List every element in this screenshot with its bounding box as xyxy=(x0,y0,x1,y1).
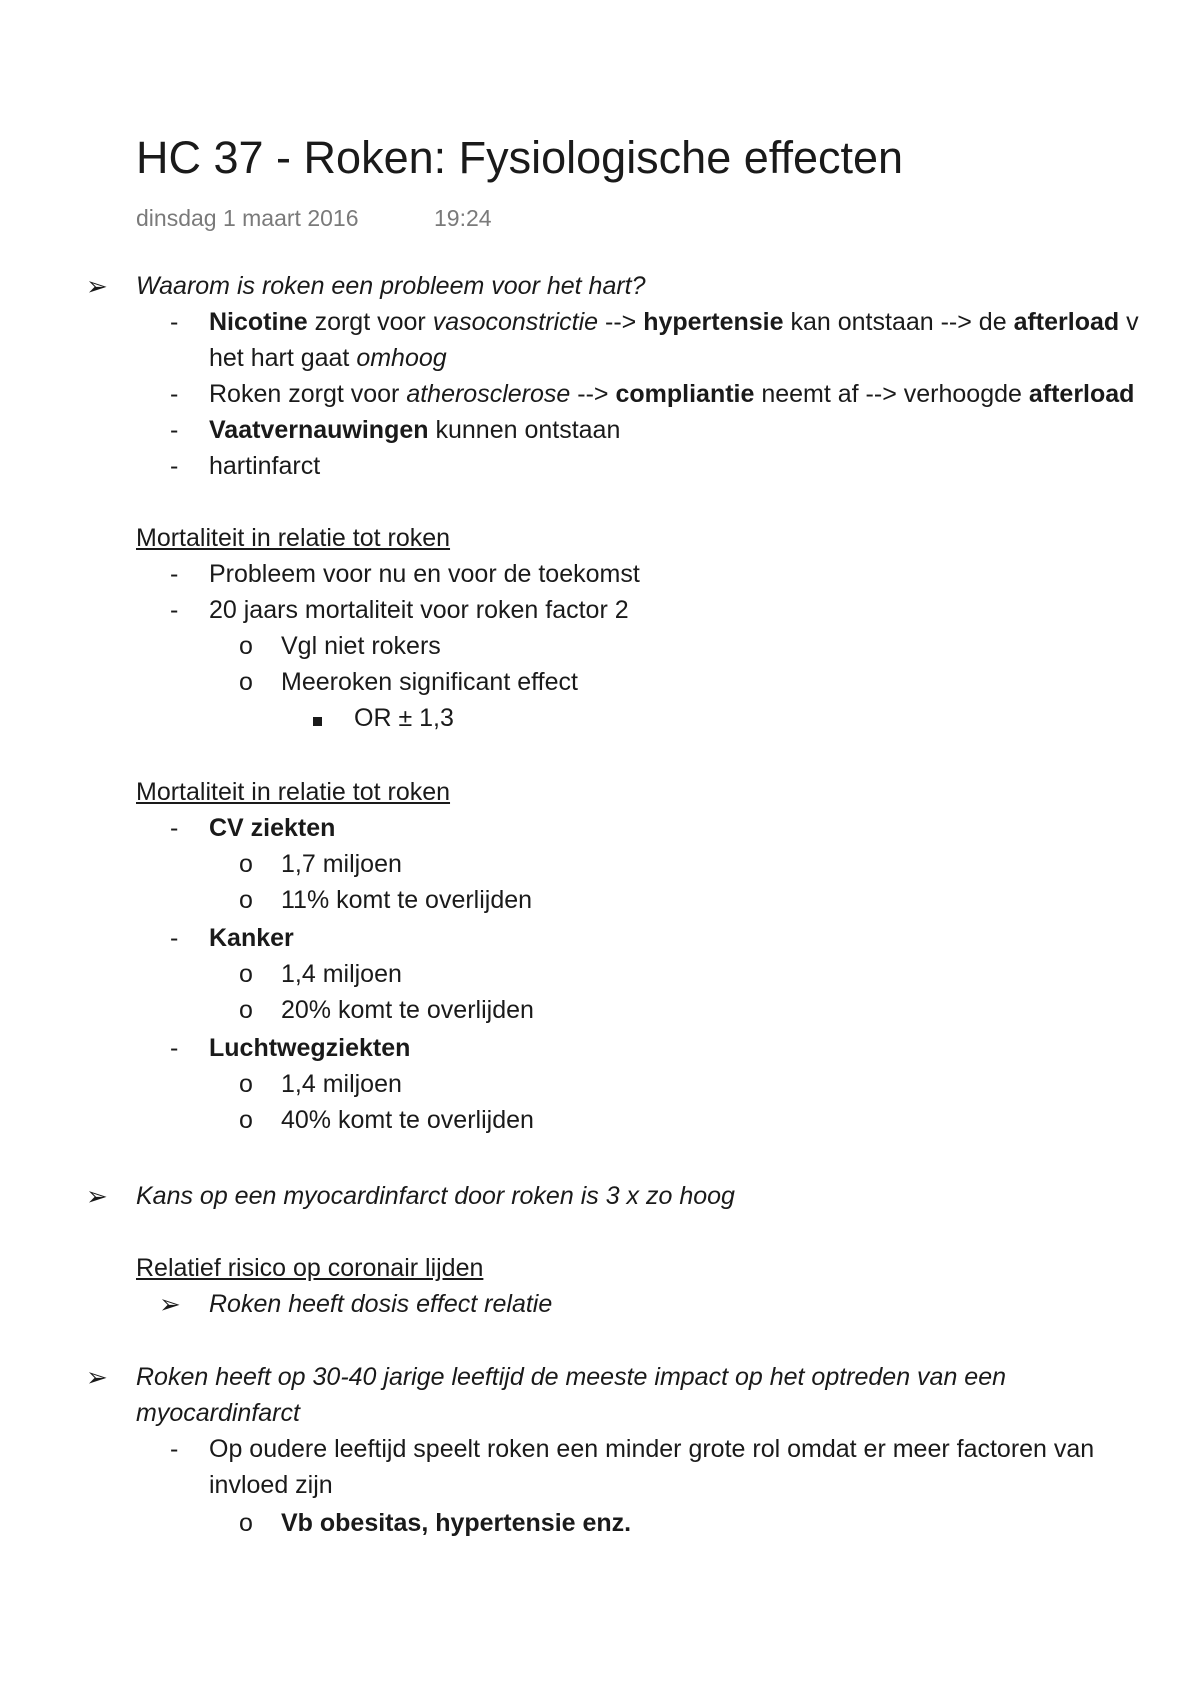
question-heart: Waarom is roken een probleem voor het hart? xyxy=(136,272,646,300)
sub-list-item: Vgl niet rokers xyxy=(281,632,441,660)
note-time: 19:24 xyxy=(434,205,492,231)
sub-list-item: Vb obesitas, hypertensie enz. xyxy=(281,1509,632,1537)
circle-bullet: o xyxy=(239,886,253,914)
circle-bullet: o xyxy=(239,960,253,988)
arrow-bullet-icon: ➢ xyxy=(86,1181,108,1211)
sub-list-item: Meeroken significant effect xyxy=(281,668,578,696)
arrow-bullet-icon: ➢ xyxy=(86,1362,108,1392)
dash-bullet: - xyxy=(170,380,179,408)
sub-list-item: 1,4 miljoen xyxy=(281,960,402,988)
sub-sub-list-item: OR ± 1,3 xyxy=(354,704,454,732)
dash-bullet: - xyxy=(170,924,179,952)
statement-leeftijd-cont: myocardinfarct xyxy=(136,1399,300,1427)
list-item-hartinfarct: hartinfarct xyxy=(209,452,321,480)
square-bullet-icon xyxy=(313,700,322,736)
sub-list-item: 11% komt te overlijden xyxy=(281,886,533,914)
list-item-oudere-leeftijd: Op oudere leeftijd speelt roken een minder grote rol omdat er meer factoren van xyxy=(209,1435,1095,1463)
term-afterload: afterload xyxy=(1013,308,1120,336)
arrow-bullet-icon: ➢ xyxy=(86,271,108,301)
list-item-nicotine-cont: het hart gaat omhoog xyxy=(209,344,447,372)
section-heading-relatief-risico: Relatief risico op coronair lijden xyxy=(136,1254,484,1282)
list-item-vaatvernauwingen: Vaatvernauwingen kunnen ontstaan xyxy=(209,416,621,444)
dash-bullet: - xyxy=(170,560,179,588)
section-heading-mortaliteit: Mortaliteit in relatie tot roken xyxy=(136,524,451,552)
sub-list-item: 1,7 miljoen xyxy=(281,850,402,878)
term-vasoconstrictie: vasoconstrictie xyxy=(432,308,599,336)
dash-bullet: - xyxy=(170,1435,179,1463)
arrow-bullet-icon: ➢ xyxy=(159,1289,181,1319)
sub-list-item: 1,4 miljoen xyxy=(281,1070,402,1098)
list-item-nicotine: Nicotine zorgt voor vasoconstrictie --> hypertensie kan ontstaan --> de afterload v xyxy=(209,308,1139,336)
sub-list-item: 20% komt te overlijden xyxy=(281,996,534,1024)
list-item-atherosclerose: Roken zorgt voor atherosclerose --> compliantie neemt af --> verhoogde afterload xyxy=(209,380,1135,408)
section-heading-mortaliteit-2: Mortaliteit in relatie tot roken xyxy=(136,778,451,806)
circle-bullet: o xyxy=(239,850,253,878)
sub-list-item: 40% komt te overlijden xyxy=(281,1106,534,1134)
group-label: Kanker xyxy=(209,924,294,952)
group-label: Luchtwegziekten xyxy=(209,1034,411,1062)
circle-bullet: o xyxy=(239,632,253,660)
note-date: dinsdag 1 maart 2016 xyxy=(136,205,359,231)
list-item-oudere-leeftijd-cont: invloed zijn xyxy=(209,1471,333,1499)
dash-bullet: - xyxy=(170,596,179,624)
dash-bullet: - xyxy=(170,416,179,444)
term-hypertensie: hypertensie xyxy=(643,308,784,336)
dash-bullet: - xyxy=(170,1034,179,1062)
circle-bullet: o xyxy=(239,668,253,696)
circle-bullet: o xyxy=(239,1509,253,1537)
statement-myocardinfarct: Kans op een myocardinfarct door roken is 3 x zo hoog xyxy=(136,1182,735,1210)
list-item: 20 jaars mortaliteit voor roken factor 2 xyxy=(209,596,629,624)
dash-bullet: - xyxy=(170,452,179,480)
sub-statement-dosis: Roken heeft dosis effect relatie xyxy=(209,1290,553,1318)
page-title: HC 37 - Roken: Fysiologische effecten xyxy=(136,132,904,183)
list-item: Probleem voor nu en voor de toekomst xyxy=(209,560,640,588)
circle-bullet: o xyxy=(239,1106,253,1134)
circle-bullet: o xyxy=(239,996,253,1024)
term-nicotine: Nicotine xyxy=(209,308,308,336)
dash-bullet: - xyxy=(170,308,179,336)
circle-bullet: o xyxy=(239,1070,253,1098)
group-label: CV ziekten xyxy=(209,814,336,842)
dash-bullet: - xyxy=(170,814,179,842)
statement-leeftijd: Roken heeft op 30-40 jarige leeftijd de meeste impact op het optreden van een xyxy=(136,1363,1007,1391)
